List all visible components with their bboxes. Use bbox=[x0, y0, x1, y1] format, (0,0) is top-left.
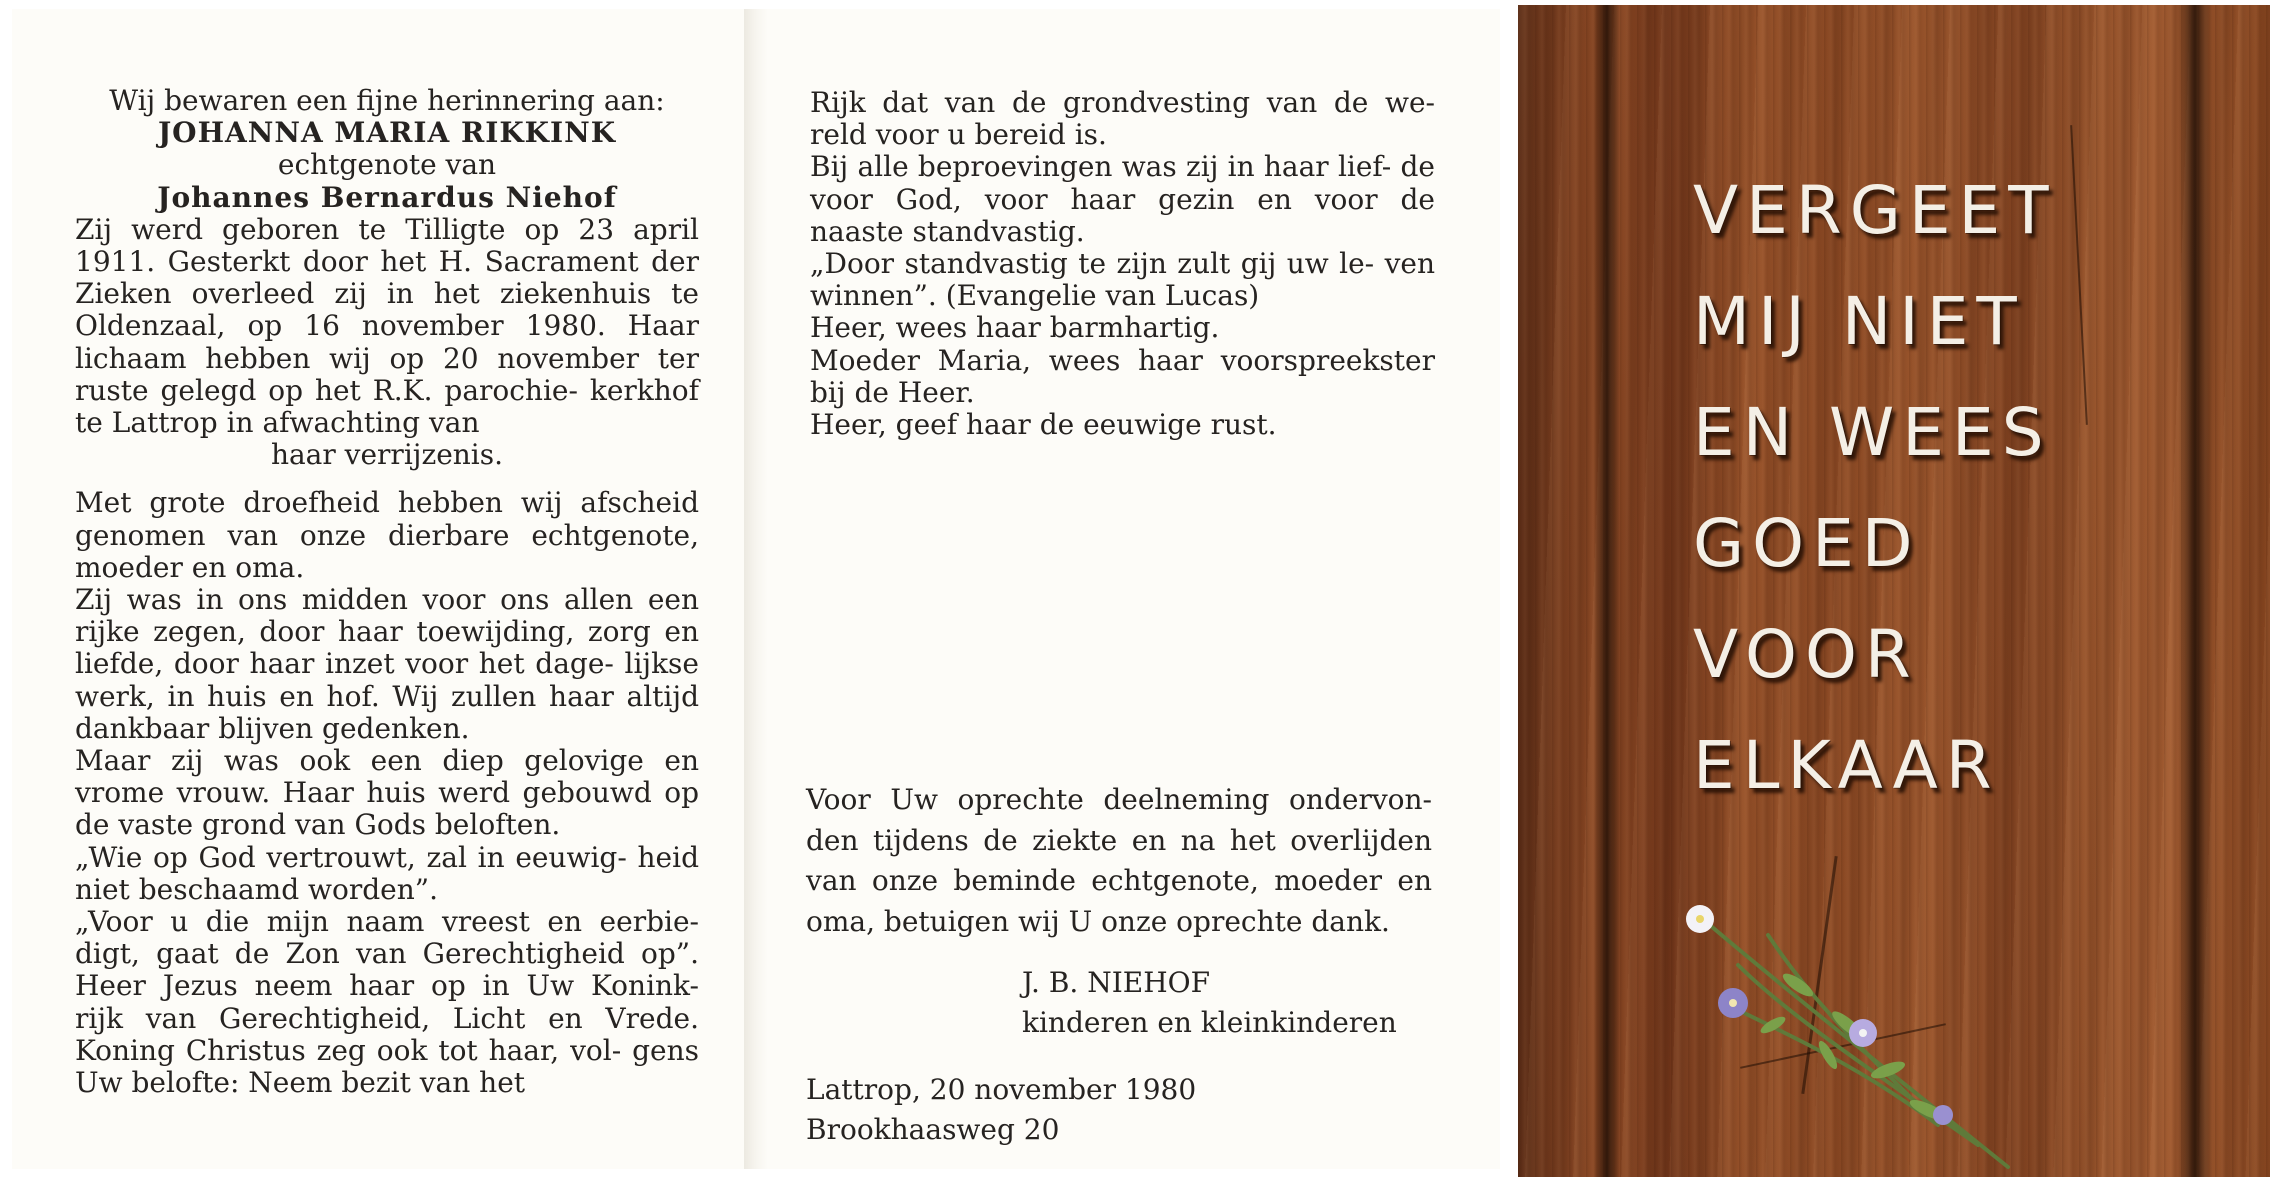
plank-gap bbox=[1594, 5, 1620, 1177]
cover-line: EN WEES bbox=[1693, 394, 2052, 471]
thanks-text-block bbox=[806, 780, 1432, 942]
mercy-line: Heer, wees haar barmhartig. bbox=[810, 311, 1220, 345]
cover-line: VOOR bbox=[1693, 616, 1919, 693]
trials-text: Bij alle beproevingen was zij in haar lief- de voor God, voor haar gezin en voor de naaste standvastig. bbox=[810, 150, 1435, 248]
left-column-text bbox=[75, 85, 699, 1099]
farewell-text: Met grote droefheid hebben wij afscheid genomen van onze dierbare echtgenote, moeder en oma. bbox=[75, 486, 699, 584]
spouse-name: Johannes Bernardus Niehof bbox=[157, 180, 617, 214]
prayer-text: „Voor u die mijn naam vreest en eerbie- digt, gaat de Zon van Gerechtigheid op”. Heer Jezus neem haar op in Uw Konink- rijk van Gerechtigheid, Licht en Vrede. Koning Christus zeg ook tot haar, vol- gens Uw belofte: Neem bezit van het bbox=[75, 905, 699, 1100]
cover-message bbox=[1693, 155, 2213, 821]
cover-line: MIJ NIET bbox=[1693, 283, 2025, 360]
deceased-name: JOHANNA MARIA RIKKINK bbox=[157, 116, 617, 150]
signature-family: kinderen en kleinkinderen bbox=[1022, 1006, 1397, 1039]
intercession-line: Moeder Maria, wees haar voorspreekster bij de Heer. bbox=[810, 343, 1435, 409]
blessing-text: Zij was in ons midden voor ons allen een rijke zegen, door haar toewijding, zorg en liefde, door haar inzet voor het dage- lijkse werk, in huis en hof. Wij zullen haar altijd dankbaar blijven gedenken. bbox=[75, 583, 699, 745]
middle-column-text bbox=[810, 87, 1435, 441]
thanks-text: Voor Uw oprechte deelneming ondervon- den tijdens de ziekte en na het overlijden van onze beminde echtgenote, moeder en oma, betuigen wij U onze oprechte dank. bbox=[806, 783, 1432, 938]
quote-trust: „Wie op God vertrouwt, zal in eeuwig- heid niet beschaamd worden”. bbox=[75, 840, 699, 906]
address: Brookhaasweg 20 bbox=[806, 1113, 1060, 1146]
biography-end: haar verrijzenis. bbox=[270, 438, 504, 472]
place-date-block bbox=[806, 1070, 1306, 1150]
cover-line: VERGEET bbox=[1693, 172, 2057, 249]
gospel-quote: „Door standvastig te zijn zult gij uw le- ven winnen”. (Evangelie van Lucas) bbox=[810, 247, 1435, 313]
intro-line: Wij bewaren een fijne herinnering aan: bbox=[109, 84, 665, 117]
faith-text: Maar zij was ook een diep gelovige en vrome vrouw. Haar huis werd gebouwd op de vaste grond van Gods beloften. bbox=[75, 744, 699, 842]
forget-me-not-flowers-icon bbox=[1678, 905, 2038, 1175]
place-date: Lattrop, 20 november 1980 bbox=[806, 1073, 1197, 1106]
paragraph-spacer bbox=[75, 471, 699, 487]
spouse-label: echtgenote van bbox=[277, 148, 497, 182]
rest-line: Heer, geef haar de eeuwige rust. bbox=[810, 408, 1277, 442]
cover-line: GOED bbox=[1693, 505, 1921, 582]
signature-block bbox=[1022, 963, 1442, 1043]
kingdom-text: Rijk dat van de grondvesting van de we- reld voor u bereid is. bbox=[810, 86, 1435, 152]
card-fold bbox=[744, 9, 768, 1169]
cover-line: ELKAAR bbox=[1693, 727, 2000, 804]
wood-cover-card bbox=[1518, 5, 2270, 1177]
biography-text: Zij werd geboren te Tilligte op 23 april 1911. Gesterkt door het H. Sacrament der Zieken overleed zij in het ziekenhuis te Oldenzaal, op 16 november 1980. Haar lichaam hebben wij op 20 november ter ruste gelegd op het R.K. parochie- kerkhof te Lattrop in afwachting van bbox=[75, 212, 699, 440]
signature-name: J. B. NIEHOF bbox=[1022, 966, 1211, 999]
